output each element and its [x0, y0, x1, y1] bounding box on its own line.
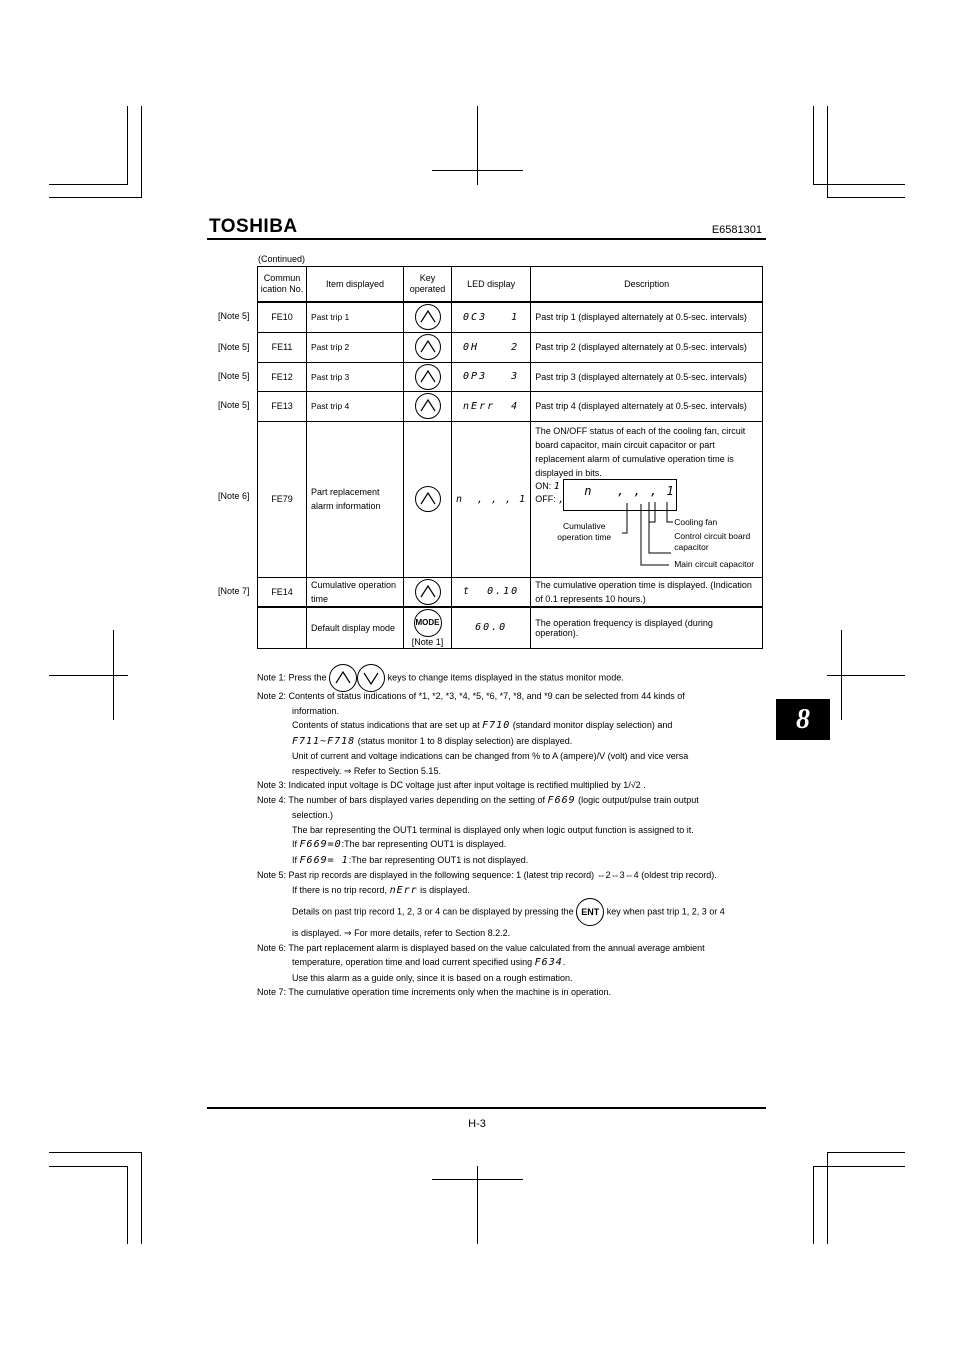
crop-mark: [827, 197, 905, 198]
item-displayed: Part replacement alarm information: [307, 421, 404, 577]
up-arrow-icon: [329, 664, 357, 692]
item-displayed: Default display mode: [307, 607, 404, 649]
table-row: [258, 391, 763, 421]
led-display: 0C3 1: [452, 302, 531, 332]
note-text: Unit of current and voltage indications can be changed from % to A (ampere)/V (volt) and vice versa: [292, 751, 689, 761]
key-note: [Note 1]: [411, 636, 444, 647]
row-note: [Note 5]: [218, 371, 250, 381]
led-inline: F669: [547, 794, 576, 806]
item-displayed: Past trip 1: [307, 302, 404, 332]
ent-key-icon: ENT: [576, 898, 604, 926]
mode-key-icon: MODE: [414, 609, 442, 637]
table-row: [258, 421, 763, 577]
note-3: Note 3: Indicated input voltage is DC voltage just after input voltage is rectified multiplied by 1/√2 .: [257, 780, 646, 790]
crop-mark: [813, 184, 905, 185]
down-arrow-icon: [357, 664, 385, 692]
item-displayed: Past trip 3: [307, 362, 404, 391]
description: Past trip 4 (displayed alternately at 0.5-sec. intervals): [531, 391, 763, 421]
label-cooling-fan: Cooling fan: [674, 516, 718, 527]
up-arrow-icon: [415, 364, 441, 390]
note-text: is displayed. ⇒ For more details, refer to Section 8.2.2.: [292, 928, 511, 938]
led-display: 60.0: [452, 607, 531, 649]
note-text: If: [292, 839, 298, 849]
crop-mark: [813, 106, 814, 185]
note-text: The bar representing the OUT1 terminal is displayed only when logic output function is assigned to it.: [292, 824, 694, 835]
note-line: [257, 898, 767, 926]
led-display: 0P3 3: [452, 362, 531, 391]
label-cumulative: Cumulative operation time: [557, 520, 612, 542]
page-number: H-3: [468, 1118, 486, 1130]
note-text: keys to change items displayed in the status monitor mode.: [387, 672, 624, 683]
row-note: [Note 5]: [218, 342, 250, 352]
up-arrow-icon: [415, 304, 441, 330]
note-line: [257, 883, 767, 899]
comm-number: [258, 607, 307, 649]
on-glyph: 1: [553, 480, 561, 492]
note-4: [257, 793, 767, 869]
note-text: temperature, operation time and load current specified using: [292, 957, 533, 967]
note-text: Use this alarm as a guide only, since it is based on a rough estimation.: [292, 972, 573, 983]
led-display: 0H 2: [452, 332, 531, 362]
table-row: [258, 577, 763, 607]
note-text: (status monitor 1 to 8 display selection) are displayed.: [357, 735, 573, 746]
continued-label: (Continued): [258, 254, 306, 264]
up-arrow-icon: [415, 579, 441, 605]
up-arrow-icon: [415, 334, 441, 360]
bit-display-box: [563, 479, 677, 511]
crop-mark: [49, 197, 142, 198]
row-note: [Note 5]: [218, 400, 250, 410]
key-cell: [404, 391, 452, 421]
table-row: [258, 302, 763, 332]
crop-mark: [127, 1166, 128, 1244]
crop-mark: [827, 1152, 905, 1153]
description: The operation frequency is displayed (during operation).: [531, 607, 763, 649]
description: Past trip 2 (displayed alternately at 0.5-sec. intervals): [531, 332, 763, 362]
led-inline: F634: [534, 957, 563, 968]
up-arrow-icon: [415, 393, 441, 419]
key-cell: [404, 362, 452, 391]
table-row: [258, 332, 763, 362]
comm-number: FE11: [258, 332, 307, 362]
note-line: [257, 955, 767, 971]
note-text: If there is no trip record,: [292, 884, 388, 895]
description: The cumulative operation time is displayed. (Indication of 0.1 represents 10 hours.): [531, 577, 763, 607]
note-text: Note 1: Press the: [257, 672, 327, 683]
up-arrow-icon: [415, 486, 441, 512]
led-inline: nErr: [389, 884, 418, 896]
comm-number: FE10: [258, 302, 307, 332]
comm-number: FE14: [258, 577, 307, 607]
note-2: [257, 689, 767, 778]
notes-section: [257, 664, 767, 1000]
crop-mark: [813, 1166, 814, 1244]
on-label: ON:: [535, 480, 554, 491]
crop-mark: [432, 170, 523, 171]
comm-number: FE13: [258, 391, 307, 421]
note-text: respectively. ⇒ Refer to Section 5.15.: [292, 765, 441, 776]
label-main-capacitor: Main circuit capacitor: [674, 558, 755, 569]
crop-mark: [49, 675, 128, 676]
description: The ON/OFF status of each of the cooling fan, circuit board capacitor, main circuit capacitor or part replacement alarm of cumulative operation time is displayed in bits.: [535, 425, 746, 478]
note-line: [257, 718, 767, 734]
row-note: [Note 6]: [218, 491, 250, 501]
key-cell: [404, 302, 452, 332]
key-cell: [404, 421, 452, 577]
description: Past trip 3 (displayed alternately at 0.5-sec. intervals): [531, 362, 763, 391]
table-row: [258, 362, 763, 391]
led-inline: F669= 1: [299, 854, 349, 866]
crop-mark: [141, 106, 142, 198]
description-cell: [531, 421, 763, 577]
crop-mark: [827, 675, 905, 676]
note-text: (standard monitor display selection) and: [512, 720, 673, 730]
comm-number: FE12: [258, 362, 307, 391]
off-glyph: ,: [558, 493, 566, 505]
note-6: [257, 941, 767, 986]
chapter-tab: 8: [776, 699, 830, 740]
note-text: Note 5: Past rip records are displayed in the following sequence: 1 (latest trip record) ⇔2⇔3⇔4 (oldest trip record).: [257, 870, 717, 880]
note-text: selection.): [292, 810, 334, 820]
key-cell: [404, 577, 452, 607]
note-text: Details on past trip record 1, 2, 3 or 4 can be displayed by pressing the: [292, 906, 574, 917]
note-text: Note 2: Contents of status indications of *1, *2, *3, *4, *5, *6, *7, *8, and *9 can be selected from 44 kinds of: [257, 691, 685, 701]
description: Past trip 1 (displayed alternately at 0.5-sec. intervals): [531, 302, 763, 332]
key-cell: [404, 607, 452, 649]
note-text: :The bar representing OUT1 is displayed.: [341, 839, 507, 849]
column-header: Description: [531, 267, 763, 303]
footer-rule: [207, 1107, 766, 1109]
column-header: LED display: [452, 267, 531, 303]
bit-display-text: n , , , 1: [584, 483, 675, 498]
label-control-capacitor: Control circuit board capacitor: [674, 530, 751, 552]
note-text: Note 4: The number of bars displayed varies depending on the setting of: [257, 794, 546, 805]
column-header: Item displayed: [307, 267, 404, 303]
crop-mark: [49, 184, 128, 185]
column-header: Commun ication No.: [258, 267, 307, 303]
column-header: Key operated: [404, 267, 452, 303]
row-note: [Note 5]: [218, 311, 250, 321]
crop-mark: [49, 1152, 142, 1153]
note-line: [257, 734, 767, 750]
status-monitor-table: [257, 266, 763, 649]
key-cell: [404, 332, 452, 362]
note-text: is displayed.: [420, 884, 470, 895]
note-line: [257, 793, 767, 809]
led-display: t 0.10: [452, 577, 531, 607]
crop-mark: [432, 1179, 523, 1180]
item-displayed: Cumulative operation time: [307, 577, 404, 607]
row-note: [Note 7]: [218, 586, 250, 596]
note-text: information.: [292, 705, 340, 716]
note-text: Contents of status indications that are set up at: [292, 720, 480, 730]
note-text: :The bar representing OUT1 is not displayed.: [348, 854, 529, 865]
led-display: n , , , 1: [452, 421, 531, 577]
note-text: If: [292, 854, 298, 865]
note-text: (logic output/pulse train output: [578, 794, 699, 805]
item-displayed: Past trip 4: [307, 391, 404, 421]
note-line: [257, 837, 767, 853]
led-inline: F711~F718: [292, 735, 356, 747]
note-line: [257, 853, 767, 869]
led-display: nErr 4: [452, 391, 531, 421]
note-text: key when past trip 1, 2, 3 or 4: [606, 906, 725, 917]
crop-mark: [477, 106, 478, 185]
table-row: [258, 607, 763, 649]
crop-mark: [477, 1166, 478, 1244]
item-displayed: Past trip 2: [307, 332, 404, 362]
comm-number: FE79: [258, 421, 307, 577]
header-rule: [207, 238, 766, 240]
crop-mark: [141, 1152, 142, 1244]
note-text: Note 6: The part replacement alarm is displayed based on the value calculated from the annual average ambient: [257, 942, 705, 953]
crop-mark: [49, 1166, 128, 1167]
crop-mark: [127, 106, 128, 185]
note-1: [257, 664, 767, 684]
led-inline: F710: [482, 720, 511, 731]
document-code: E6581301: [711, 224, 762, 236]
brand-logo: TOSHIBA: [209, 216, 298, 237]
note-5: [257, 868, 767, 941]
off-label: OFF:: [535, 493, 559, 504]
table-header-row: [258, 267, 763, 303]
led-inline: F669=0: [299, 839, 342, 850]
crop-mark: [813, 1166, 905, 1167]
note-7: Note 7: The cumulative operation time increments only when the machine is in operation.: [257, 987, 612, 997]
note-text: .: [562, 957, 566, 967]
